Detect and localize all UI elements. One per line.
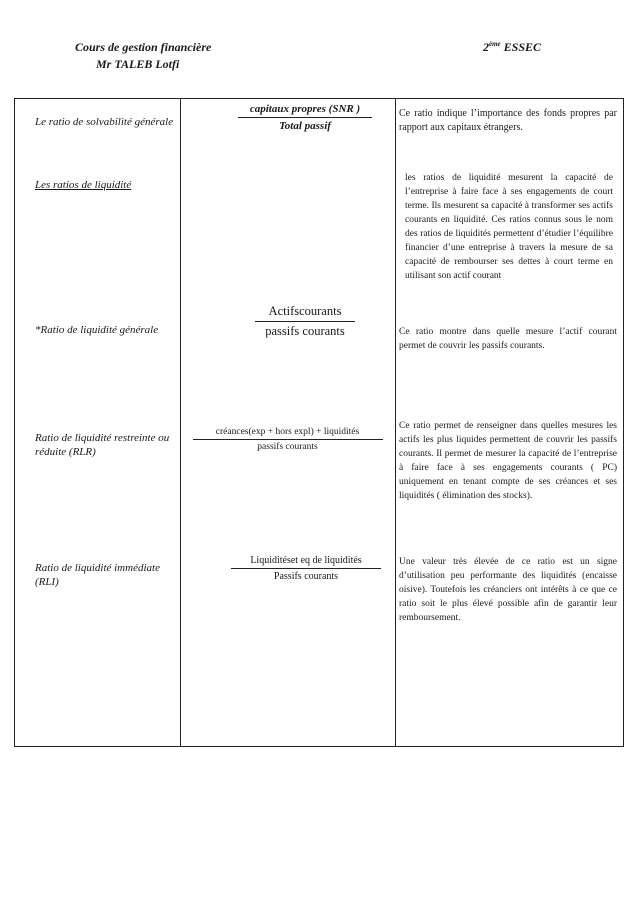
fraction-bar	[193, 439, 383, 440]
level-label: ESSEC	[500, 40, 542, 54]
ratio-name-liquidity-group: Les ratios de liquidité	[35, 179, 132, 191]
formula-denominator: Passifs courants	[273, 571, 339, 582]
fraction-bar	[231, 568, 381, 569]
ratio-name-solvency: Le ratio de solvabilité générale	[35, 116, 174, 128]
description-liquidity-group: les ratios de liquidité mesurent la capacité de l’entreprise à faire face à ses engagements de court terme. Ils mesurent sa capacité à transformer ses actifs courants en liquidité. Ces ratios connus sous le nom des ratios de liquidités permettent d’étudier l’équilibre financier d’une entreprise à travers la mesure de sa capacité de rembourser ses dettes à court terme en utilisant son actif courant	[405, 173, 613, 281]
formula-denominator: Total passif	[279, 120, 331, 132]
description-reduced-liquidity: Ce ratio permet de renseigner dans quelles mesures les actifs les plus liquides permettent de couvrir les passifs courants. Il permet de mesurer la capacité de l’entreprise à faire face à ses engagements courants ( PC) uniquement en tenant compte de ses créances et ses liquidités ( élimination des stocks).	[399, 421, 617, 501]
formula-general-liquidity	[240, 304, 370, 339]
formula-denominator: passifs courants	[257, 442, 318, 452]
class-level	[483, 40, 541, 55]
column-divider	[180, 99, 181, 746]
formula-immediate-liquidity	[227, 555, 385, 582]
description-immediate-liquidity: Une valeur très élevée de ce ratio est un signe d’utilisation peu performante des liquidités (encaisse oisive). Toutefois les créanciers ont intérêts à ce que ce ratio soit le plus élevé possible afin de garantir leur remboursement.	[399, 557, 617, 623]
ratio-name-immediate-liquidity: Ratio de liquidité immédiate (RLI)	[35, 562, 160, 588]
formula-solvency	[230, 103, 380, 132]
fraction-bar	[255, 321, 355, 322]
ratio-table	[14, 98, 624, 747]
description-general-liquidity: Ce ratio montre dans quelle mesure l’actif courant permet de couvrir les passifs courants.	[399, 327, 617, 351]
teacher-name: Mr TALEB Lotfi	[96, 57, 180, 71]
column-divider	[395, 99, 396, 746]
formula-denominator: passifs courants	[265, 324, 345, 338]
ratio-name-general-liquidity: *Ratio de liquidité générale	[35, 324, 159, 336]
course-title: Cours de gestion financière	[75, 40, 212, 54]
formula-numerator: créances(exp + hors expl) + liquidités	[215, 427, 360, 437]
description-solvency: Ce ratio indique l’importance des fonds propres par rapport aux capitaux étrangers.	[399, 108, 617, 133]
formula-numerator: Actifscourants	[268, 304, 342, 318]
formula-numerator: Liquiditéset eq de liquidités	[250, 555, 362, 566]
ratio-name-reduced-liquidity: Ratio de liquidité restreinte ou réduite (RLR)	[35, 432, 170, 458]
level-number: 2	[483, 40, 489, 54]
level-superscript: ème	[489, 40, 501, 48]
formula-reduced-liquidity	[184, 427, 391, 452]
formula-numerator: capitaux propres (SNR )	[249, 103, 361, 115]
fraction-bar	[238, 117, 372, 118]
